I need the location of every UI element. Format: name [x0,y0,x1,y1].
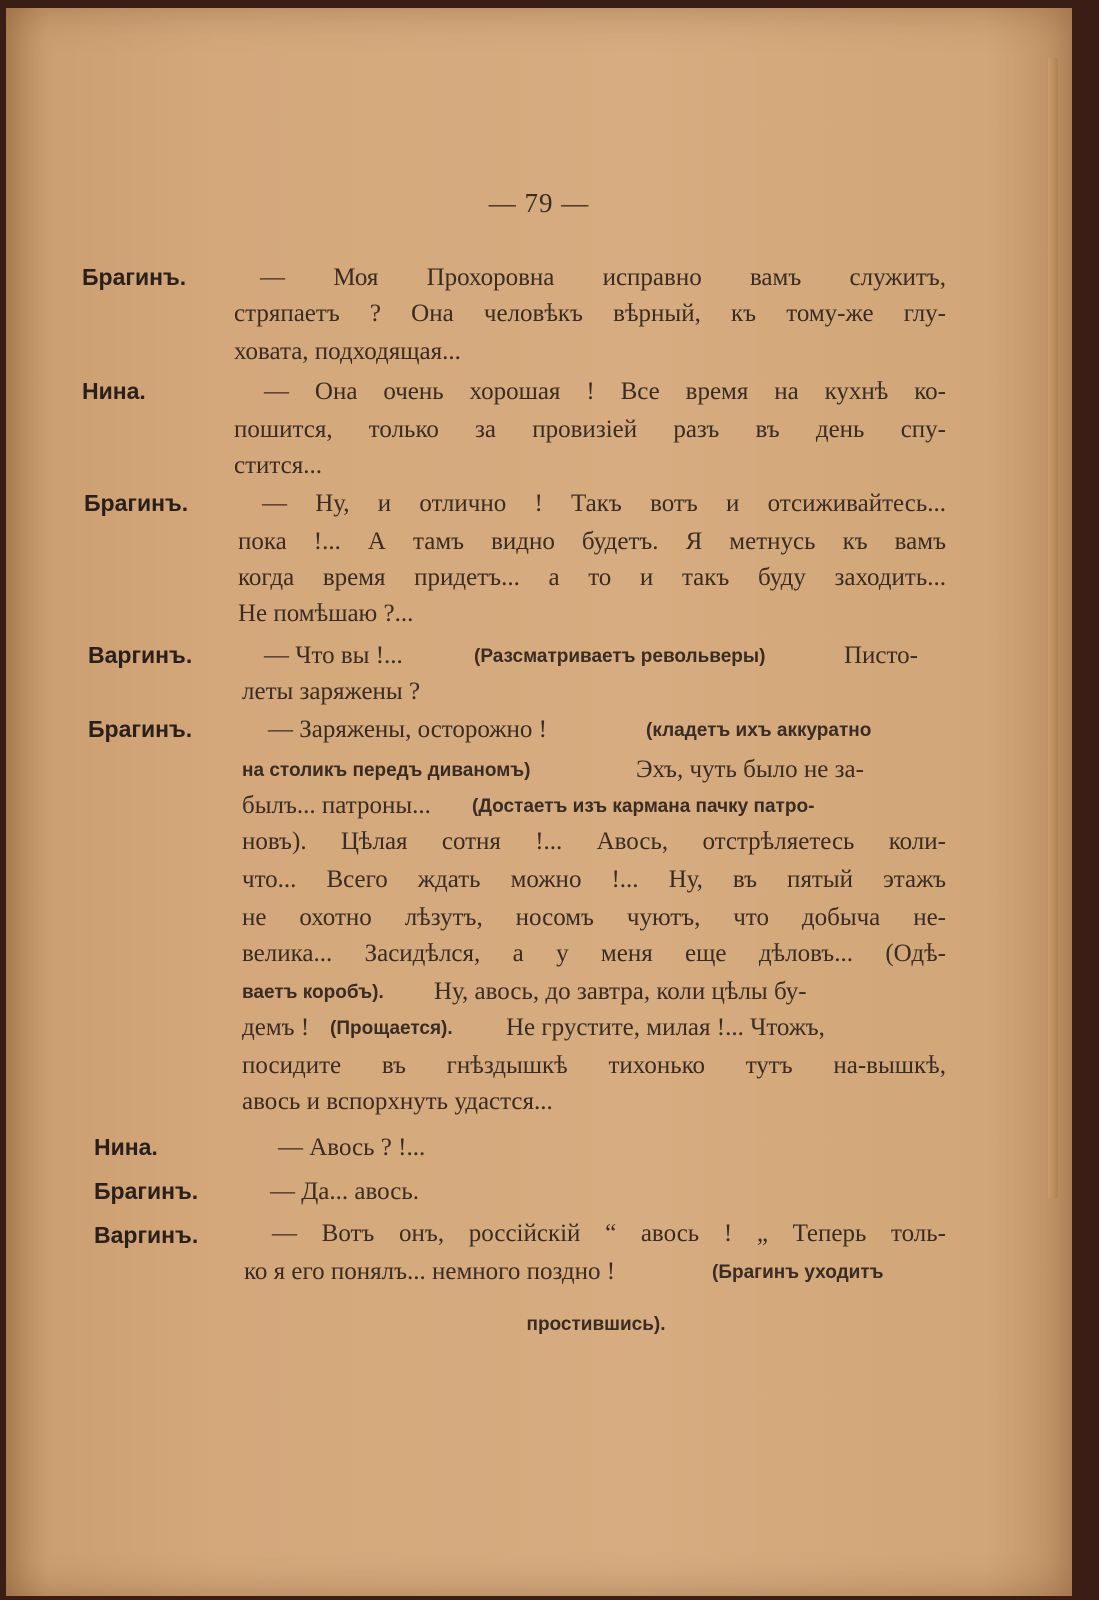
stage-direction: на столикъ передъ диваномъ) [242,760,531,781]
text-line: пошится, только за провизiей разъ въ день спу- [234,416,946,443]
stage-direction: (Разсматриваетъ револьверы) [474,646,766,667]
speaker-bragin: Брагинъ. [84,490,189,516]
stage-direction: (Брагинъ уходитъ [712,1262,884,1283]
text-line: — Ну, и отлично ! Такъ вотъ и отсиживайтесь... [262,490,946,517]
text-line: Не помѣшаю ?... [238,600,414,627]
text-line: Ну, авось, до завтра, коли цѣлы бу- [434,978,807,1005]
text-line: — Авось ? !... [278,1134,426,1161]
text-line: новъ). Цѣлая сотня !... Авось, отстрѣляетесь коли- [242,828,946,855]
text-line: былъ... патроны... [242,792,431,819]
stage-direction: (Достаетъ изъ кармана пачку патро- [472,796,815,817]
stage-direction: ваетъ коробъ). [242,982,384,1003]
stage-direction: (Прощается). [330,1018,453,1039]
book-page [6,8,1072,1596]
speaker-vargin: Варгинъ. [88,642,193,668]
speaker-nina: Нина. [82,378,146,404]
speaker-nina: Нина. [94,1134,158,1160]
speaker-bragin: Брагинъ. [88,716,193,742]
text-line: посидите въ гнѣздышкѣ тихонько тутъ на-вышкѣ, [242,1052,946,1079]
text-line: Писто- [844,642,918,669]
text-line: — Она очень хорошая ! Все время на кухнѣ ко- [264,378,946,405]
text-line: авось и вспорхнуть удастся... [242,1088,553,1115]
text-line: — Заряжены, осторожно ! [268,716,548,743]
stage-direction-final: простившись). [526,1314,666,1335]
text-line: демъ ! [242,1014,310,1041]
page-number: — 79 — [488,188,590,218]
speaker-bragin: Брагинъ. [94,1178,199,1204]
text-line: Эхъ, чуть было не за- [636,756,864,783]
text-line: Не грустите, милая !... Чтожъ, [506,1014,825,1041]
text-line: стится... [234,452,322,479]
text-line: леты заряжены ? [242,678,421,705]
text-line: велика... Засидѣлся, а у меня еще дѣловъ... (Одѣ- [242,940,946,967]
text-line: — Да... авось. [270,1178,419,1205]
speaker-bragin: Брагинъ. [82,264,187,290]
text-line: что... Всего ждать можно !... Ну, въ пятый этажъ [242,866,946,893]
text-line: пока !... А тамъ видно будетъ. Я метнусь къ вамъ [238,528,946,555]
text-line: ко я его понялъ... немного поздно ! [244,1258,616,1285]
text-line: — Вотъ онъ, россiйскiй “ авось ! „ Теперь толь- [272,1220,946,1247]
text-line: — Что вы !... [264,642,403,669]
text-line: — Моя Прохоровна исправно вамъ служитъ, [260,264,946,291]
text-line: не охотно лѣзутъ, носомъ чуютъ, что добыча не- [242,904,946,931]
speaker-vargin: Варгинъ. [94,1222,199,1248]
text-line: когда время придетъ... а то и такъ буду заходить... [238,564,946,591]
page-edge [1048,58,1058,1198]
text-line: ховата, подходящая... [234,338,461,365]
text-line: стряпаетъ ? Она человѣкъ вѣрный, къ тому-же глу- [234,300,946,327]
stage-direction: (кладетъ ихъ аккуратно [646,720,872,741]
